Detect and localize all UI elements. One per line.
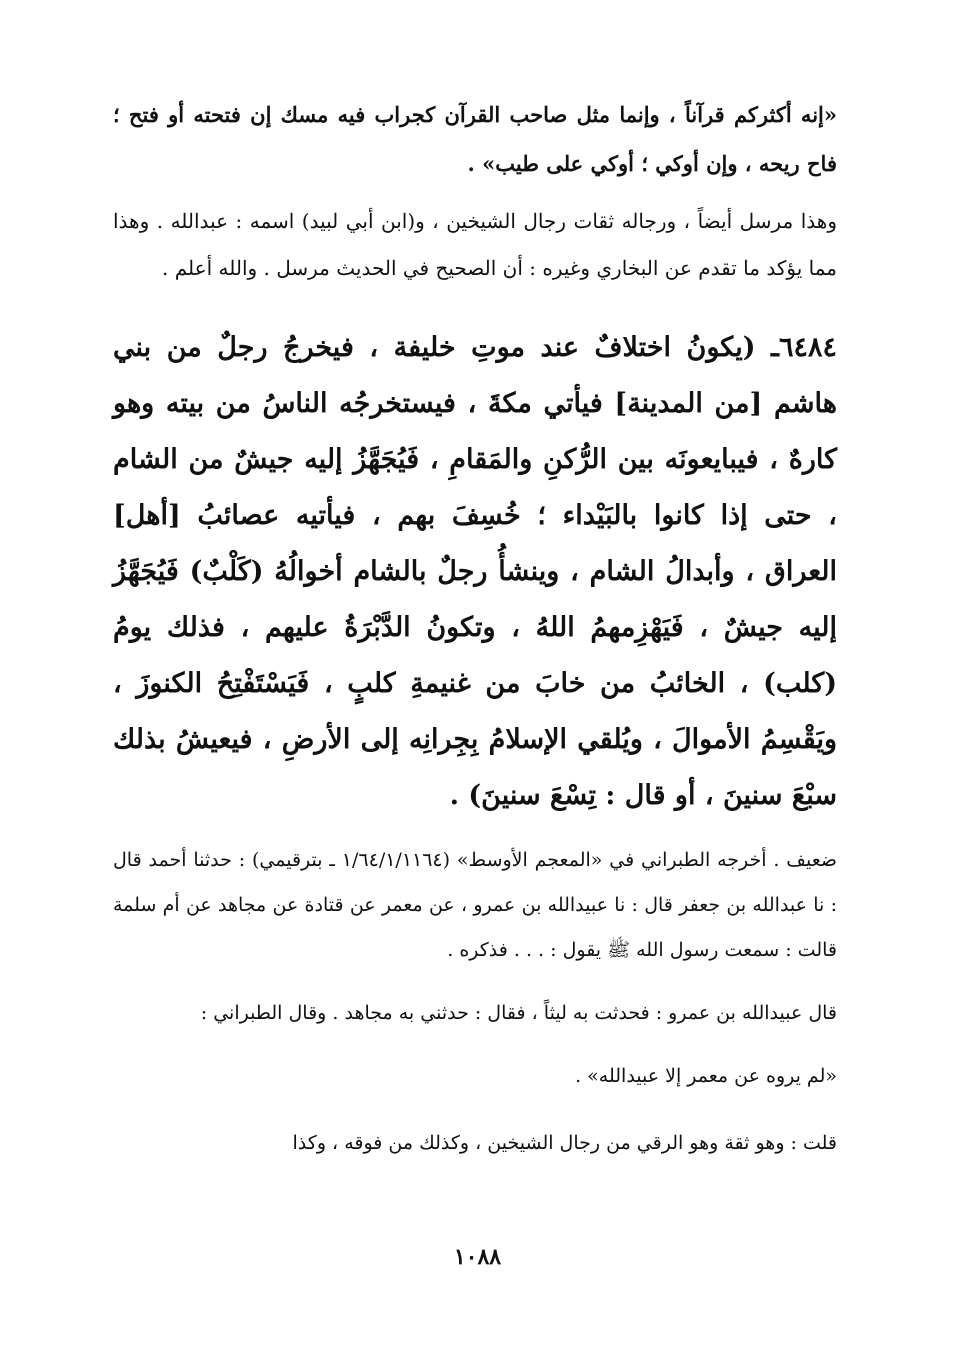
paragraph-author-note: قلت : وهو ثقة وهو الرقي من رجال الشيخين ، وكذلك من فوقه ، وكذا bbox=[292, 1132, 837, 1154]
paragraph-commentary-mursal: وهذا مرسل أيضاً ، ورجاله ثقات رجال الشيخين ، و(ابن أبي لبيد) اسمه : عبدالله . وهذا مما يؤكد ما تقدم عن البخاري وغيره : أن الصحيح في الحديث مرسل . والله أعلم . bbox=[113, 209, 837, 280]
document-page bbox=[113, 90, 837, 1166]
paragraph-takhrij: ضعيف . أخرجه الطبراني في «المعجم الأوسط» (١/٦٤/١/١١٦٤ ـ بترقيمي) : حدثنا أحمد قال : نا عبدالله بن جعفر قال : نا عبيدالله بن عمرو ، عن معمر عن قتادة عن مجاهد عن أم سلمة قالت : سمعت رسول الله ﷺ يقول : . . . فذكره . bbox=[113, 849, 837, 961]
paragraph-tabarani-quote: «لم يروه عن معمر إلا عبيدالله» . bbox=[575, 1065, 837, 1087]
paragraph-ubaidullah-remark: قال عبيدالله بن عمرو : فحدثت به ليثاً ، فقال : حدثني به مجاهد . وقال الطبراني : bbox=[200, 1002, 837, 1024]
hadith-6484-text: ٦٤٨٤ـ (يكونُ اختلافٌ عند موتِ خليفة ، فيخرجُ رجلٌ من بني هاشم [من المدينة] فيأتي مكةَ ، فيستخرجُه الناسُ من بيته وهو كارهٌ ، فيبايعونَه بين الرُّكنِ والمَقامِ ، فَيُجَهَّزُ إليه جيشٌ من الشام ، حتى إذا كانوا بالبَيْداء ؛ خُسِفَ بهم ، فيأتيه عصائبُ [أهل] العراق ، وأبدالُ الشام ، وينشأُ رجلٌ بالشام أخوالُهُ (كَلْبٌ) فَيُجَهَّزُ إليه جيشٌ ، فَيَهْزِمهمُ اللهُ ، وتكونُ الدَّبْرَةُ عليهم ، فذلك يومُ (كلب) ، الخائبُ من خابَ من غنيمةِ كلبٍ ، فَيَسْتَفْتِحُ الكنوزَ ، ويَقْسِمُ الأموالَ ، ويُلقي الإسلامُ بِجِرانِه إلى الأرضِ ، فيعيشُ بذلك سبْعَ سنينَ ، أو قال : تِسْعَ سنينَ) . bbox=[113, 332, 837, 811]
paragraph-quote-continuation: «إنه أكثركم قرآناً ، وإنما مثل صاحب القرآن كجراب فيه مسك إن فتحته أو فتح ؛ فاح ريحه ، وإن أوكي ؛ أوكي على طيب» . bbox=[113, 102, 837, 176]
page-number: ١٠٨٨ bbox=[453, 1244, 502, 1270]
